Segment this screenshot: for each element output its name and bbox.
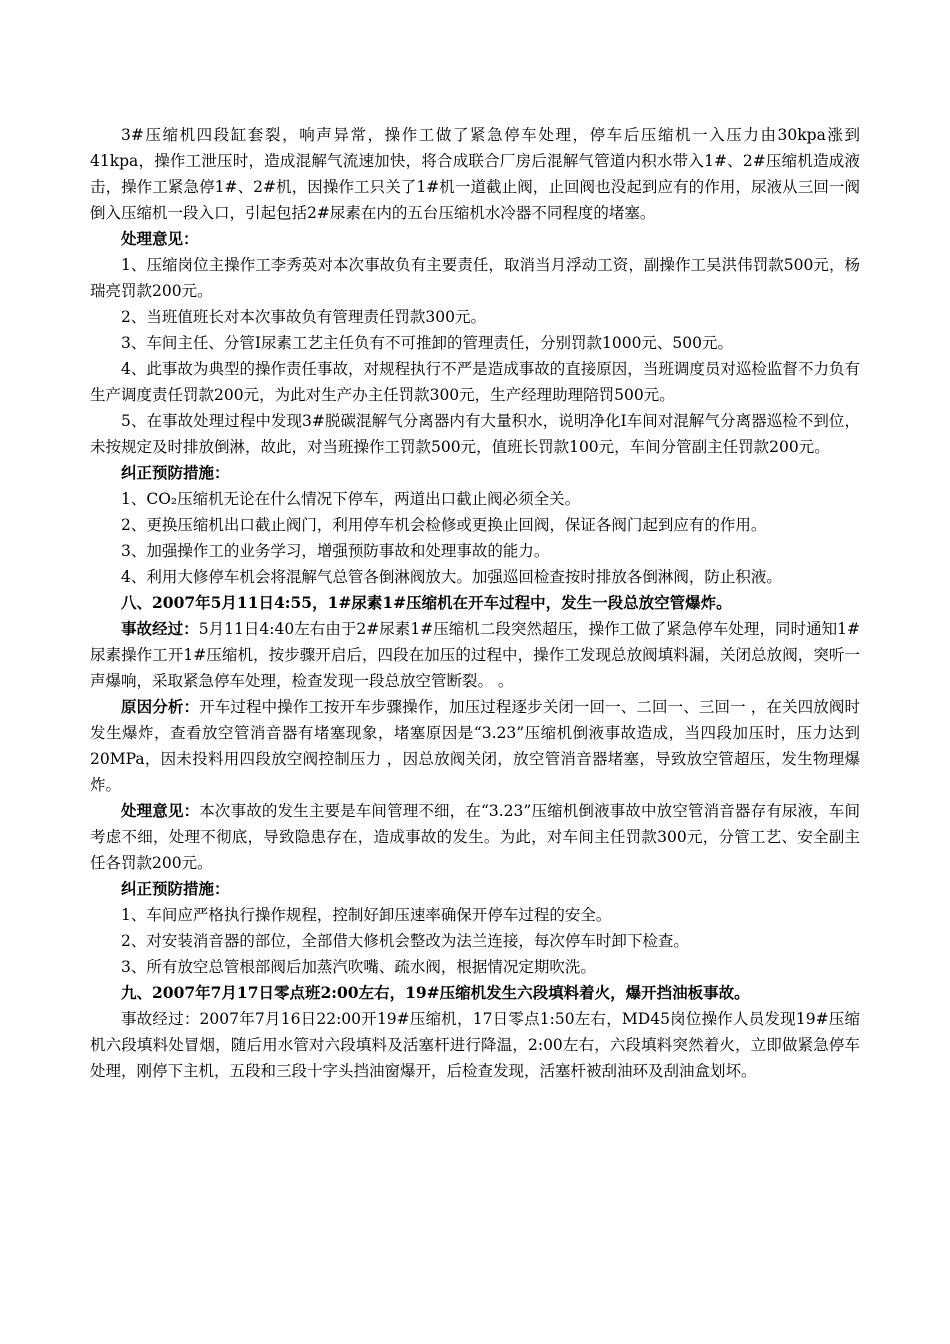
s8-cause-label: 原因分析： [121,697,200,716]
intro-paragraph: 3#压缩机四段缸套裂，响声异常，操作工做了紧急停车处理，停车后压缩机一入压力由30kpa涨到41kpa，操作工泄压时，造成混解气流速加快，将合成联合厂房后混解气管道内积水带入1#、2#压缩机造成液击，操作工紧急停1#、2#机，因操作工只关了1#机一道截止阀，止回阀也没起到应有的作用，尿液从三回一阀倒入压缩机一段入口，引起包括2#尿素在内的五台压缩机水冷器不同程度的堵塞。 [90,126,860,222]
s7-prevent-title: 纠正预防措施： [121,463,230,482]
s7-handling-title: 处理意见： [121,229,199,248]
s8-handling-label: 处理意见： [121,801,200,820]
s7-prevent-item-2: 2、更换压缩机出口截止阀门，利用停车机会检修或更换止回阀，保证各阀门起到应有的作用。 [121,516,767,534]
s7-handling-item-4: 4、此事故为典型的操作责任事故，对规程执行不严是造成事故的直接原因，当班调度员对巡检监督不力负有生产调度责任罚款200元，为此对生产办主任罚款300元，生产经理助理陪罚500元。 [90,360,860,404]
s8-prevent-item-2: 2、对安装消音器的部位，全部借大修机会整改为法兰连接，每次停车时卸下检查。 [121,932,689,950]
s9-process: 事故经过：2007年7月16日22:00开19#压缩机，17日零点1:50左右，MD45岗位操作人员发现19#压缩机六段填料处冒烟，随后用水管对六段填料及活塞杆进行降温，2:00左右，六段填料突然着火，立即做紧急停车处理，刚停下主机，五段和三段十字头挡油窗爆开，后检查发现，活塞杆被刮油环及刮油盒划坏。 [90,1010,860,1080]
s8-prevent-title: 纠正预防措施： [121,879,230,898]
s8-process-label: 事故经过： [121,619,199,638]
s8-process-text: 5月11日4:40左右由于2#尿素1#压缩机二段突然超压，操作工做了紧急停车处理，同时通知1#尿素操作工开1#压缩机，按步骤开启后，四段在加压的过程中，操作工发现总放阀填料漏，关闭总放阀，突听一声爆响，采取紧急停车处理，检查发现一段总放空管断裂。 。 [90,620,860,690]
s7-prevent-item-4: 4、利用大修停车机会将混解气总管各倒淋阀放大。加强巡回检查按时排放各倒淋阀，防止积液。 [121,568,782,586]
s8-cause [90,694,860,798]
s7-handling-item-2: 2、当班值班长对本次事故负有管理责任罚款300元。 [121,308,486,326]
s8-cause-text: 开车过程中操作工按开车步骤操作，加压过程逐步关闭一回一、二回一、三回一 ，在关四放阀时发生爆炸，查看放空管消音器有堵塞现象，堵塞原因是“3.23”压缩机倒液事故造成，当四段加压时，压力达到20MPa，因未投料用四段放空阀控制压力 ，因总放阀关闭，放空管消音器堵塞，导致放空管超压，发生物理爆炸。 [90,698,860,794]
s7-prevent-item-1: 1、CO₂压缩机无论在什么情况下停车，两道出口截止阀必须全关。 [121,490,581,508]
s7-handling-item-3: 3、车间主任、分管Ⅰ尿素工艺主任负有不可推卸的管理责任，分别罚款1000元、500元。 [121,334,734,352]
s7-handling-item-5: 5、在事故处理过程中发现3#脱碳混解气分离器内有大量积水，说明净化Ⅰ车间对混解气分离器巡检不到位，未按规定及时排放倒淋，故此，对当班操作工罚款500元，值班长罚款100元，车间分管副主任罚款200元。 [90,412,860,456]
s8-prevent-item-3: 3、所有放空总管根部阀后加蒸汽吹嘴、疏水阀，根据情况定期吹洗。 [121,958,596,976]
s8-title: 八、2007年5月11日4:55，1#尿素1#压缩机在开车过程中，发生一段总放空管爆炸。 [121,593,732,612]
s9-title: 九、2007年7月17日零点班2:00左右，19#压缩机发生六段填料着火，爆开挡油板事故。 [121,983,750,1002]
s8-prevent-item-1: 1、车间应严格执行操作规程，控制好卸压速率确保开停车过程的安全。 [121,906,612,924]
s8-process [90,616,860,694]
s8-handling [90,798,860,876]
document-page [90,122,860,1084]
s7-prevent-item-3: 3、加强操作工的业务学习，增强预防事故和处理事故的能力。 [121,542,550,560]
s8-handling-text: 本次事故的发生主要是车间管理不细，在“3.23”压缩机倒液事故中放空管消音器存有尿液，车间考虑不细，处理不彻底，导致隐患存在，造成事故的发生。为此，对车间主任罚款300元，分管工艺、安全副主任各罚款200元。 [90,802,860,872]
s7-handling-item-1: 1、压缩岗位主操作工李秀英对本次事故负有主要责任，取消当月浮动工资，副操作工吴洪伟罚款500元，杨瑞亮罚款200元。 [90,256,860,300]
